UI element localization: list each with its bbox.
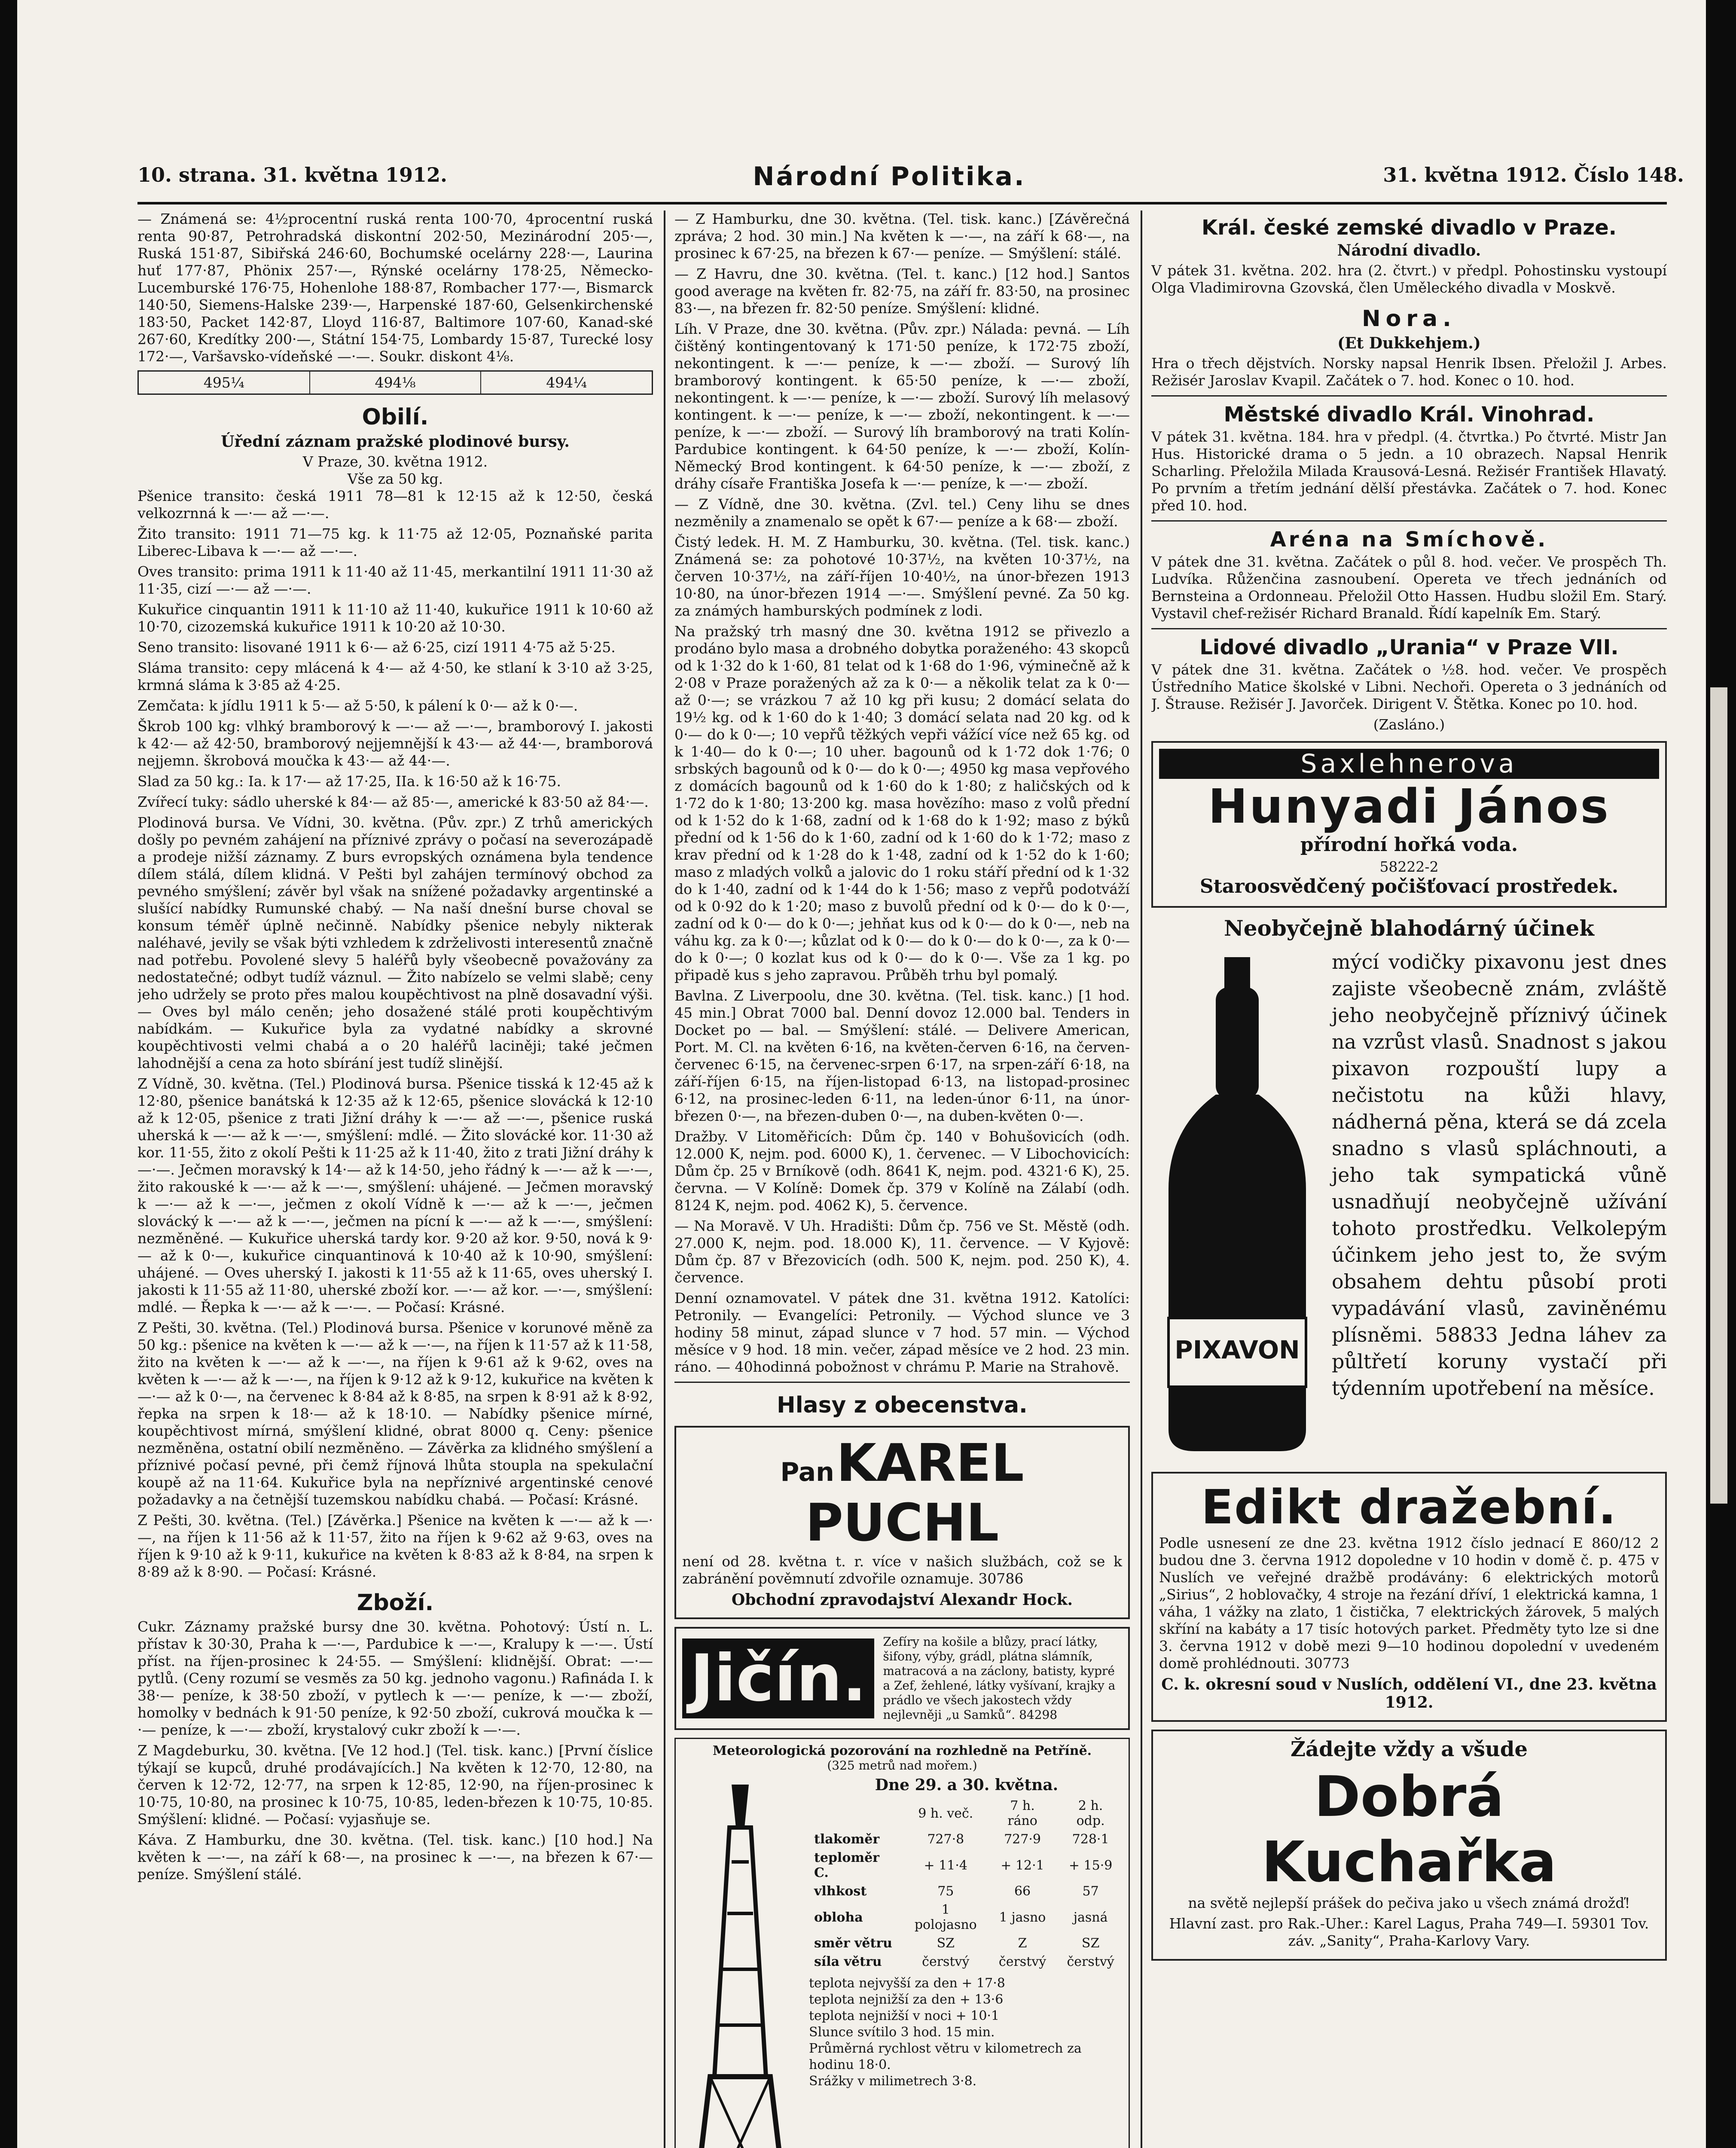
ad-pixavon xyxy=(1151,949,1667,1464)
weather-row: obloha 1 polojasno 1 jasno jasná xyxy=(814,1902,1108,1932)
rate-cell: 494⅛ xyxy=(310,372,482,394)
page-header xyxy=(137,163,1684,202)
kucharka-text: na světě nejlepší prášek do pečiva jako u všech známá drožď! xyxy=(1188,1895,1630,1911)
national-theatre-text: V pátek 31. května. 202. hra (2. čtvrt.) v předpl. Pohostinsku vystoupí Olga Vladimirovna Gzovská, člen Uměleckého divadla v Moskvě. xyxy=(1151,262,1667,296)
article-paragraph: Bavlna. Z Liverpoolu, dne 30. května. (Tel. tisk. kanc.) [1 hod. 45 min.] Obrat 7000 bal. Denní dovoz 12.000 bal. Tenders in Docket po — bal. — Smýšlení: stálé. — Delivere American, Port. M. Cl. na květen 6·16, na květen-červen 6·16, na červen-červenec 6·15, na červenec-srpen 6·17, na srpen-září 6·18, na září-říjen 6·15, na říjen-listopad 6·13, na listopad-prosinec 6·12, na prosinec-leden 6·11, na leden-únor 6·11, na únor-březen 0·—, na březen-duben 0·—, na duben-květen 0·—. xyxy=(674,987,1130,1124)
article-paragraph: — Z Vídně, dne 30. května. (Zvl. tel.) Ceny lihu se dnes nezměnily a znamenalo se opět k 67·— peníze a k 68·— zboží. xyxy=(674,496,1130,530)
weather-note: teplota nejnižší za den + 13·6 xyxy=(809,1992,1004,2007)
section-zbozi: Zboží. xyxy=(357,1590,434,1616)
article-paragraph: Škrob 100 kg: vlhký bramborový k —·— až —·—, bramborový I. jakosti k 42·— až 42·50, bramborový nejjemnější k 43·— až 44·—, bramborová nejjemn. škrobová moučka k 43·— až 44·—. xyxy=(137,718,653,769)
jicin-text: Zefíry na košile a blůzy, prací látky, šifony, výby, grádl, plátna slámník, matracová a na záclony, batisty, kypré a Zef, žehlené, látky vyšívaní, krajky a prádlo ve všech jakostech vždy nejlevněji „u Samků“. 84298 xyxy=(883,1635,1116,1722)
edikt-sign: C. k. okresní soud v Nuslích, oddělení VI., dne 23. května 1912. xyxy=(1161,1675,1657,1712)
urania-text: V pátek dne 31. května. Začátek o ½8. hod. večer. Ve prospěch Ústředního Matice školské v Libni. Nechoři. Opereta o 3 jednáních od J. Štrause. Režisér J. Javorček. Dirigent V. Štětka. Konec po 10. hod. xyxy=(1151,661,1667,712)
weather-row: vlhkost 75 66 57 xyxy=(814,1884,1099,1899)
pixavon-label: PIXAVON xyxy=(1175,1335,1300,1364)
article-paragraph: Kukuřice cinquantin 1911 k 11·10 až 11·40, kukuřice 1911 k 10·60 až 10·70, cizozemská kukuřice 1911 k 10·20 až 10·30. xyxy=(137,601,653,635)
article-paragraph: Z Pešti, 30. května. (Tel.) [Závěrka.] Pšenice na květen k —·— až k —·—, na říjen k 11·56 až k 11·57, žito na říjen k 9·62 až 9·63, oves na říjen k 9·10 až k 9·11, kukuřice na květen k 8·83 až k 8·84, na srpen k 8·89 až k 8·90. — Počasí: Krásné. xyxy=(137,1512,653,1580)
rates-table xyxy=(137,370,653,395)
weather-row: směr větru SZ Z SZ xyxy=(814,1936,1100,1951)
ad-edikt xyxy=(1151,1472,1667,1722)
scan-strip xyxy=(1710,687,1727,1504)
article-paragraph: — Z Havru, dne 30. května. (Tel. t. kanc.) [12 hod.] Santos good average na květen fr. 82·75, na září fr. 83·50, na prosinec 83·—, na březen fr. 82·50 peníze. Smýšlení: klidné. xyxy=(674,265,1130,317)
weather-dates: Dne 29. a 30. května. xyxy=(875,1776,1059,1794)
header-issue-right: 31. května 1912. Číslo 148. xyxy=(1383,163,1684,186)
divider xyxy=(674,1382,1130,1383)
karel-sign: Obchodní zpravodajství Alexandr Hock. xyxy=(731,1591,1073,1609)
hunyadi-number: 58222-2 xyxy=(1379,858,1439,875)
article-paragraph: Zemčata: k jídlu 1911 k 5·— až 5·50, k pálení k 0·— až k 0·—. xyxy=(137,697,578,714)
article-paragraph: Sláma transito: cepy mlácená k 4·— až 4·50, ke stlaní k 3·10 až 3·25, krmná sláma k 3·85 až 4·25. xyxy=(137,659,653,693)
section-obili: Obilí. xyxy=(362,404,429,430)
kucharka-top: Žádejte vždy a všude xyxy=(1290,1737,1528,1761)
weather-subtitle: (325 metrů nad mořem.) xyxy=(827,1758,977,1773)
hunyadi-top: Saxlehnerova xyxy=(1159,749,1659,779)
article-paragraph: Káva. Z Hamburku, dne 30. května. (Tel. tisk. kanc.) [10 hod.] Na květen k —·—, na září k 68·—, na prosinec k —·—, na březen k 67·— peníze. Smýšlení stálé. xyxy=(137,1831,653,1883)
weather-col-header: 9 h. več. xyxy=(918,1806,973,1821)
article-paragraph: Na pražský trh masný dne 30. května 1912 se přivezlo a prodáno bylo masa a drobného dobytka poraženého: 43 skopců od k 1·32 do k 1·60, 81 telat od k 1·68 do 1·96, výminečně až k 2·08 v Praze poražených až za k 0·— a několik telat za k 0·— až 0·—; se vrázkou 7 až 10 kg při kusu; 2 domácí selata do 19½ kg. od k 1·60 do k 1·40; 3 domácí selata nad 20 kg. od k 0·— do k 0·—; 10 vepřů těžkých vepři vážící více než 65 kg. od k 1·40— do k 0·—; 10 uher. bagounů od k 1·72 dok 1·76; 0 srbských bagounů od k 0·— do k 0·—; 4950 kg masa vepřového z domácích bagounů od k 1·60 do k 1·80; z haličských od k 1·72 do k 1·80; 13·200 kg. masa hovězího: maso z volů přední od k 1·52 do k 1·68, zadní od k 1·68 do k 1·92; maso z býků přední od k 1·56 do k 1·60, zadní od k 1·60 do k 1·72; maso z krav přední od k 1·28 do k 1·48, zadní od k 1·52 do k 1·60; maso z mladých volků a jalovic do 1 roku stáří přední od k 1·32 do k 1·40, zadní od k 1·44 do k 1·56; maso z vepřů podotváží od k 0·92 do k 1·20; maso z buvolů přední od k 0·— do k 0·—, zadní od k 0·— do k 0·—; jehňat kus od k 0·— do k 0·—, neb na váhu kg. za k 0·—; kůzlat od k 0·— do k 0·— do k 0·—, za k 0·— do k 0·—; 0 kozlat kus od k 0·— do k 0·—. Vše za 1 kg. po připadě kus s jeho zapravou. Průběh trhu byl pomalý. xyxy=(674,623,1130,983)
weather-col-header: 2 h. odp. xyxy=(1076,1798,1105,1828)
petrin-tower-illustration xyxy=(680,1776,800,2148)
divider xyxy=(1151,520,1667,522)
article-paragraph: Pšenice transito: česká 1911 78—81 k 12·15 až k 12·50, česká velkozrnná k —·— až —·—. xyxy=(137,488,653,522)
karel-pan: Pan xyxy=(780,1457,834,1487)
article-paragraph: Zvířecí tuky: sádlo uherské k 84·— až 85·—, americké k 83·50 až 84·—. xyxy=(137,793,649,810)
scan-edge-right xyxy=(1706,0,1736,2148)
article-paragraph: Plodinová bursa. Ve Vídni, 30. května. (Pův. zpr.) Z trhů amerických došly po pevném zahájení na příznivé zprávy o počasí na severozápadě a prodeje nižší záznamy. Z burs evropských oznámena byla tendence dílem stálá, dílem klidná. V Pešti byl zahájen termínový obchod za pevného smýšlení; závěr byl však na snížené požadavky argentinské a slušící nabídky Rumunské chabý. — Na naší dnešní burse choval se konsum téměř úplně nečinně. Nabídky pšenice nebyly nikterak naléhavé, jevily se však býti vzhledem k zdrželivosti interesentů značně nad potřebu. Povolené slevy 5 haléřů byly všeobecně považovány za nedostatečné; odbyt tudíž váznul. — Žito nabízelo se velmi slabě; ceny jeho udržely se proto přes malou koupěchtivost na plně dosavadní výši. — Oves byl málo ceněn; jeho dosažené stálé proti koupěchtivým nabídkám. — Kukuřice byla za vydatné nabídky a skrovné koupěchtivosti velmi chabá a o 20 haléřů laciněji; také ječmen lahodnější a cena za hoto sbírání jest tudíž slinější. xyxy=(137,814,653,1071)
divider xyxy=(1151,628,1667,629)
section-hlasy: Hlasy z obecenstva. xyxy=(777,1392,1028,1418)
article-paragraph: — Z Hamburku, dne 30. května. (Tel. tisk. kanc.) [Závěrečná zpráva; 2 hod. 30 min.] Na květen k —·—, na září k 68·—, na prosinec k 67·25, na březen k 67·— peníze. — Smýšlení: stálé. xyxy=(674,211,1130,262)
obili-unit: Vše za 50 kg. xyxy=(347,470,443,487)
urania-heading: Lidové divadlo „Urania“ v Praze VII. xyxy=(1199,635,1619,659)
kucharka-address: Hlavní zast. pro Rak.-Uher.: Karel Lagus, Praha 749—I. 59301 Tov. záv. „Sanity“, Praha-Karlovy Vary. xyxy=(1169,1915,1649,1949)
article-paragraph: Z Magdeburku, 30. května. [Ve 12 hod.] (Tel. tisk. kanc.) [První číslice týkají se kupců, druhé prodávajících.] Na květen k 12·70, 12·80, na červen k 12·72, 12·77, na srpen k 12·85, 12·90, na říjen-prosinec k 10·75, 10·80, na prosinec k 10·75, 10·85, leden-březen k 10·75, 10·85. Smýšlení: klidné. — Počasí: vyjasňuje se. xyxy=(137,1742,653,1828)
article-paragraph: Denní oznamovatel. V pátek dne 31. května 1912. Katolíci: Petronily. — Evangelíci: Petronily. — Východ slunce ve 3 hodiny 58 minut, západ slunce v 7 hod. 57 min. — Východ měsíce v 9 hod. 18 min. večer, západ měsíce ve 2 hod. 23 min. ráno. — 40hodinná pobožnost v chrámu P. Marie na Strahově. xyxy=(674,1290,1130,1375)
obili-date: V Praze, 30. května 1912. xyxy=(302,453,488,470)
pixavon-heading: Neobyčejně blahodárný účinek xyxy=(1224,915,1594,941)
hunyadi-sub: přírodní hořká voda. xyxy=(1300,834,1518,856)
exchange-intro: — Známená se: 4½procentní ruská renta 100·70, 4procentní ruská renta 90·87, Petrohradská diskontní 202·50, Mezinárodní 205·—, Ruská 151·87, Sibiřská 246·60, Bochumské ocelárny 228·—, Laurina huť 177·87, Phönix 257·—, Rýnské ocelárny 178·25, Německo-Lucemburské 176·75, Hohenlohe 188·87, Rombacher 177·—, Bismarck 140·50, Siemens-Halske 239·—, Harpenské 187·60, Gelsenkirchenské 183·50, Packet 142·87, Lloyd 116·87, Baltimore 107·60, Kanad-ské 267·60, Kredítky 200·—, Státní 154·75, Lombardy 15·87, Turecké losy 172·—, Varšavsko-vídeňské —·—. Soukr. diskont 4⅛. xyxy=(137,211,653,365)
masthead-title: Národní Politika. xyxy=(753,162,1026,192)
karel-text: není od 28. května t. r. více v našich službách, což se k zabránění pověmnutí zdvořile oznamuje. 30786 xyxy=(682,1553,1122,1587)
ad-dobra-kucharka xyxy=(1151,1730,1667,1961)
scan-edge-left xyxy=(0,0,17,2148)
edikt-text: Podle usnesení ze dne 23. května 1912 číslo jednací E 860/12 2 budou dne 3. června 1912 dopoledne v 10 hodin v domě č. p. 475 v Nuslích ve veřejné dražbě prodávány: 6 elektrických motorů „Sirius“, 2 hoblovačky, 4 stroje na řezání dříví, 1 elektrická kamna, 1 váha, 1 vážky na zlato, 1 čistička, 7 elektrických žárovek, 5 malých skříní na kabáty a 17 tisíc hotových parket. Předměty tyto lze si dne 3. června 1912 v době mezi 9—10 hodinou dopolední v uvedeném domě prohlédnouti. 30773 xyxy=(1159,1535,1659,1672)
article-paragraph: Líh. V Praze, dne 30. května. (Pův. zpr.) Nálada: pevná. — Líh čištěný kontingentovaný k 171·50 peníze, k 172·75 zboží, nekontingent. k —·— peníze, k —·— zboží. — Surový líh bramborový kontingent. k 65·50 peníze, k —·— zboží, nekontingent. k —·— peníze, k —·— zboží. Surový líh melasový kontingent. k —·— peníze, k —·— zboží, nekontingent. k —·— peníze, k —·— zboží. — Surový líh bramborový na trati Kolín-Pardubice kontingent. k 64·50 peníze, k —·— zboží, Kolín-Německý Brod kontingent. k 64·50 peníze, k —·— zboží, z dráhy císaře Františka Josefa k —·— peníze, k —·— zboží. xyxy=(674,320,1130,492)
vinohrady-theatre-text: V pátek 31. května. 184. hra v předpl. (4. čtvrtka.) Po čtvrté. Mistr Jan Hus. Historické drama o 5 jedn. a 10 obrazech. Napsal Henrik Scharling. Přeložila Milada Krausová-Lesná. Režisér František Hlavatý. Po prvním a třetím jednání dělší přestávka. Začátek o 7. hod. Konec před 10. hod. xyxy=(1151,428,1667,514)
column-1 xyxy=(137,211,653,2148)
pixavon-bottle-illustration xyxy=(1151,949,1323,1464)
article-paragraph: Čistý ledek. H. M. Z Hamburku, 30. května. (Tel. tisk. kanc.) Známená se: za pohotové 10·37½, na květen 10·37½, na červen 10·37½, na září-říjen 10·40½, na únor-březen 1913 10·80, na únor-březen 1914 —·—. Smýšlení pevné. Za 50 kg. za známých hamburských podmínek z lodi. xyxy=(674,534,1130,619)
column-rule xyxy=(1141,211,1142,2148)
national-theatre-heading: Král. české zemské divadlo v Praze. xyxy=(1201,216,1617,240)
weather-note: teplota nejvyšší za den + 17·8 xyxy=(809,1976,1005,1991)
weather-notes xyxy=(809,1975,1124,2090)
weather-note: Průměrná rychlost větru v kilometrech za hodinu 18·0. xyxy=(809,2041,1082,2072)
play-title: Nora. xyxy=(1362,306,1456,332)
national-theatre-sub: Národní divadlo. xyxy=(1337,241,1481,259)
rate-cell: 495¼ xyxy=(139,372,310,394)
header-date-left: 10. strana. 31. května 1912. xyxy=(137,163,447,186)
national-theatre-text2: Hra o třech dějstvích. Norsky napsal Henrik Ibsen. Přeložil J. Arbes. Režisér Jaroslav Kvapil. Začátek o 7. hod. Konec o 10. hod. xyxy=(1151,355,1667,389)
article-paragraph: Oves transito: prima 1911 k 11·40 až 11·45, merkantilní 1911 11·30 až 11·35, cizí —·— až —·—. xyxy=(137,563,653,597)
article-paragraph: Cukr. Záznamy pražské bursy dne 30. května. Pohotový: Ústí n. L. přístav k 30·30, Praha k —·—, Pardubice k —·—, Kralupy k —·—. Ústí příst. na říjen-prosinec k 24·55. — Smýšlení: klidnější. Obrat: —·— pytlů. (Ceny rozumí se vesměs za 50 kg. jednoho vagonu.) Rafináda I. k 38·— peníze, k 38·50 zboží, v pytlech k —·— peníze, k —·— zboží, homolky v bednách k 91·50 peníze, k 92·50 zboží, cukrová moučka k —·— peníze, k —·— zboží, krystalový cukr zboží k —·—. xyxy=(137,1618,653,1738)
rate-cell: 494¼ xyxy=(546,374,587,391)
weather-note: Slunce svítilo 3 hod. 15 min. xyxy=(809,2025,995,2040)
vinohrady-theatre-heading: Městské divadlo Král. Vinohrad. xyxy=(1223,403,1595,427)
weather-note: teplota nejnižší v noci + 10·1 xyxy=(809,2008,1000,2023)
karel-name: KAREL PUCHL xyxy=(805,1434,1024,1553)
header-rule xyxy=(137,202,1667,204)
article-paragraph: Z Pešti, 30. května. (Tel.) Plodinová bursa. Pšenice v korunové měně za 50 kg.: pšenice na květen k —·— až k —·—, na říjen k 11·57 až k 11·58, žito na květen k —·— až k —·—, na říjen k 9·61 až k 9·62, oves na květen k —·— až k —·—, na říjen k 9·12 až k 9·12, kukuřice na květen k —·— až k 0·—, na červenec k 8·84 až k 8·85, na srpen k 8·91 až k 8·92, řepka na srpen k 18·— až k 18·10. — Nabídky pšenice mírné, koupěchtivost mírná, smýšlení klidné, obrat 8000 q. Ceny: pšenice nezměněna, ostatní obilí nezměněno. — Závěrka za klidného smýšlení a příznivé počasí pevné, při čemž říjnová lhůta stoupla na spekulační koupě až na 11·64. Kukuřice byla na nepříznivé argentinské cenové požadavky a na četnější tuzemskou nabídku chabá. — Počasí: Krásné. xyxy=(137,1319,653,1508)
arena-text: V pátek dne 31. května. Začátek o půl 8. hod. večer. Ve prospěch Th. Ludvíka. Růženčina zasnoubení. Opereta ve třech jednáních od Bernsteina a Ordonneau. Přeložil Otto Hassen. Hudbu složil Em. Starý. Vystavil chef-režisér Richard Branald. Řídí kapelník Em. Starý. xyxy=(1151,553,1667,622)
article-paragraph: Žito transito: 1911 71—75 kg. k 11·75 až 12·05, Poznaňské parita Liberec-Libava k —·— až —·—. xyxy=(137,525,653,559)
weather-row: teploměr C. + 11·4 + 12·1 + 15·9 xyxy=(814,1850,1113,1880)
ad-hunyadi-janos xyxy=(1151,741,1667,908)
weather-col-header: 7 h. ráno xyxy=(1007,1798,1037,1828)
column-rule xyxy=(664,211,665,2148)
hunyadi-bottom: Staroosvědčený počišťovací prostředek. xyxy=(1199,876,1619,897)
hunyadi-name: Hunyadi János xyxy=(1208,779,1610,834)
jicin-name: Jičín. xyxy=(682,1638,874,1718)
pixavon-bottle xyxy=(1151,949,1323,1464)
weather-row: síla větru čerstvý čerstvý čerstvý xyxy=(814,1954,1114,1969)
weather-title: Meteorologická pozorování na rozhledně na Petříně. xyxy=(712,1743,1092,1758)
zaslano-label: (Zasláno.) xyxy=(1373,716,1445,733)
article-paragraph: Z Vídně, 30. května. (Tel.) Plodinová bursa. Pšenice tisská k 12·45 až k 12·80, pšenice banátská k 12·35 až k 12·65, pšenice slovácká k 12·10 až k 12·05, pšenice z trati Jižní dráhy k —·— až —·—, pšenice ruská uherská k —·— až k —·—, smýšlení: mdlé. — Žito slovácké kor. 11·30 až kor. 11·55, žito z okolí Pešti k 11·25 až k 11·40, žito z trati Jižní dráhy k —·—. Ječmen moravský k 14·— až k 14·50, jeho řádný k —·— až k —·—, žito rakouské k —·— až k —·—, smýšlení: uhájené. — Ječmen moravský k —·— až k —·—, ječmen z okolí Vídně k —·— až k —·—, ječmen slovácký k —·— až k —·—, ječmen na pícní k —·— až k —·—, smýšlení: nezměněné. — Kukuřice uherská tardy kor. 9·20 až kor. 9·50, nová k 9·— až k 0·—, kukuřice cinquantinová k 10·40 až k 10·90, smýšlení: uhájené. — Oves uherský I. jakosti k 11·55 až k 11·65, oves uherský I. jakosti k 11·55 až 11·80, uherské zboží kor. —·— až kor. —·—, smýšlení: mdlé. — Řepka k —·— až k —·—. — Počasí: Krásné. xyxy=(137,1075,653,1315)
kucharka-name: Dobrá Kuchařka xyxy=(1261,1764,1557,1895)
ad-jicin xyxy=(674,1627,1130,1730)
divider xyxy=(1151,395,1667,397)
weather-report xyxy=(674,1738,1130,2148)
arena-heading: Aréna na Smíchově. xyxy=(1270,528,1548,552)
weather-note: Srážky v milimetrech 3·8. xyxy=(809,2074,977,2089)
play-subtitle: (Et Dukkehjem.) xyxy=(1337,334,1481,352)
column-3 xyxy=(1151,211,1667,2148)
column-2 xyxy=(674,211,1130,2148)
edikt-title: Edikt dražební. xyxy=(1201,1480,1617,1535)
weather-table xyxy=(809,1797,1124,1971)
article-paragraph: — Na Moravě. V Uh. Hradišti: Dům čp. 756 ve St. Městě (odh. 27.000 K, nejm. pod. 18.000 K), 11. července. — V Kyjově: Dům čp. 87 v Březovicích (odh. 500 K, nejm. pod. 250 K), 4. července. xyxy=(674,1217,1130,1286)
pixavon-text: mýcí vodičky pixavonu jest dnes zajiste všeobecně znám, zvláště jeho neobyčejně příznivý účinek na vzrůst vlasů. Snadnost s jakou pixavon rozpouští lupy a nečistotu na kůži hlavy, nádherná pěna, která se dá zcela snadno s vlasů spláchnouti, a jeho tak sympatická vůně usnadňují neobyčejně užívání tohoto prostředku. Velkolepým účinkem jeho jest to, že svým obsahem dehtu působí proti vypadávání vlasů, zaviněnému plísněmi. 58833 Jedna láhev za půltřetí koruny vystačí při týdenním upotřebení na měsíce. xyxy=(1332,950,1667,1400)
weather-row: tlakoměr 727·8 727·9 728·1 xyxy=(814,1832,1109,1847)
obili-subheading: Úřední záznam pražské plodinové bursy. xyxy=(221,433,570,451)
ad-karel-puchl xyxy=(674,1426,1130,1619)
article-paragraph: Slad za 50 kg.: Ia. k 17·— až 17·25, IIa. k 16·50 až k 16·75. xyxy=(137,773,561,790)
article-paragraph: Dražby. V Litoměřicích: Dům čp. 140 v Bohušovicích (odh. 12.000 K, nejm. pod. 6000 K), 1. červenec. — V Libochovicích: Dům čp. 25 v Brníkově (odh. 8641 K, nejm. pod. 4321·6 K), 25. června. — V Kolíně: Domek čp. 379 v Kolíně na Zálabí (odh. 8124 K, nejm. pod. 4062 K), 5. července. xyxy=(674,1128,1130,1214)
article-paragraph: Seno transito: lisované 1911 k 6·— až 6·25, cizí 1911 4·75 až 5·25. xyxy=(137,639,616,656)
